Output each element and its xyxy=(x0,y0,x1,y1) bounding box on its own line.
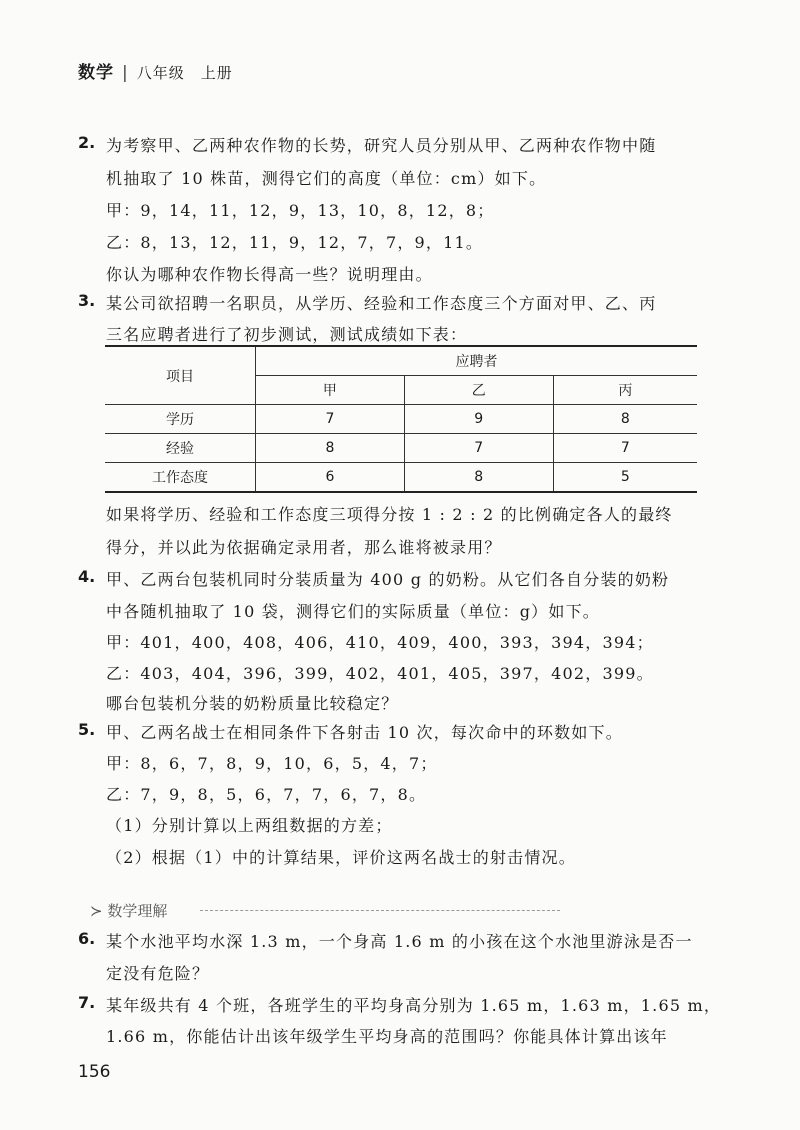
table-cell: 7 xyxy=(404,434,553,463)
row-label: 学历 xyxy=(105,405,256,434)
table-cell: 8 xyxy=(256,434,405,463)
problem-text-line: 某公司欲招聘一名职员，从学历、经验和工作态度三个方面对甲、乙、丙 xyxy=(106,294,657,313)
table-cell: 9 xyxy=(404,405,553,434)
problem-text-line: 甲、乙两名战士在相同条件下各射击 10 次，每次命中的环数如下。 xyxy=(106,723,623,742)
grade-label: 八年级 上册 xyxy=(136,64,233,82)
problem-text-line: 1.66 m，你能估计出该年级学生平均身高的范围吗？你能具体计算出该年 xyxy=(106,1027,668,1046)
table-cell: 7 xyxy=(256,405,405,434)
column-header: 甲 xyxy=(256,376,405,405)
chevron-right-icon: ≻ xyxy=(90,902,103,920)
data-line-yi: 乙：8，13，12，11，9，12，7，7，9，11。 xyxy=(106,233,484,252)
sub-question: （2）根据（1）中的计算结果，评价这两名战士的射击情况。 xyxy=(106,848,576,867)
data-line-jia: 甲：9，14，11，12，9，13，10，8，12，8； xyxy=(106,201,495,220)
problem-text-line: 中各随机抽取了 10 袋，测得它们的实际质量（单位：g）如下。 xyxy=(106,602,600,621)
score-table xyxy=(105,345,697,493)
problem-number: 7. xyxy=(78,993,96,1012)
header-separator: | xyxy=(122,63,129,83)
problem-number: 2. xyxy=(78,133,96,152)
table-cell: 7 xyxy=(553,434,697,463)
page-header xyxy=(78,58,233,83)
sub-question: （1）分别计算以上两组数据的方差； xyxy=(106,816,393,835)
data-line-jia: 甲：8，6，7，8，9，10，6，5，4，7； xyxy=(106,754,438,773)
section-header xyxy=(90,900,630,921)
table-row xyxy=(105,405,697,434)
problem-question: 哪台包装机分装的奶粉质量比较稳定？ xyxy=(106,694,399,713)
problem-text-line: 三名应聘者进行了初步测试，测试成绩如下表： xyxy=(106,325,468,344)
problem-number: 5. xyxy=(78,720,96,739)
problem-question: 你认为哪种农作物长得高一些？说明理由。 xyxy=(106,265,433,284)
subject-label: 数学 xyxy=(78,63,114,83)
problem-text-line: 机抽取了 10 株苗，测得它们的高度（单位：cm）如下。 xyxy=(106,169,547,188)
table-cell: 8 xyxy=(553,405,697,434)
table-header-row xyxy=(105,346,697,376)
problem-number: 4. xyxy=(78,567,96,586)
table-cell: 8 xyxy=(404,463,553,493)
section-divider xyxy=(200,910,560,911)
problem-question: 定没有危险？ xyxy=(106,964,210,983)
data-line-yi: 乙：7，9，8，5，6，7，7，6，7，8。 xyxy=(106,785,427,804)
problem-text-line: 某个水池平均水深 1.3 m，一个身高 1.6 m 的小孩在这个水池里游泳是否一 xyxy=(106,932,693,951)
problem-text-line: 甲、乙两台包装机同时分装质量为 400 g 的奶粉。从它们各自分装的奶粉 xyxy=(106,570,670,589)
table-cell: 6 xyxy=(256,463,405,493)
problem-text-line: 如果将学历、经验和工作态度三项得分按 1 : 2 : 2 的比例确定各人的最终 xyxy=(106,505,673,524)
applicant-header: 应聘者 xyxy=(256,346,698,376)
problem-number: 3. xyxy=(78,291,96,310)
table-row xyxy=(105,434,697,463)
problem-number: 6. xyxy=(78,929,96,948)
data-line-yi: 乙：403，404，396，399，402，401，405，397，402，399。 xyxy=(106,664,654,683)
column-header: 乙 xyxy=(404,376,553,405)
section-title: 数学理解 xyxy=(107,902,168,920)
row-label: 工作态度 xyxy=(105,463,256,493)
item-header: 项目 xyxy=(105,346,256,405)
problem-question: 得分，并以此为依据确定录用者，那么谁将被录用？ xyxy=(106,538,502,557)
row-label: 经验 xyxy=(105,434,256,463)
problem-text-line: 为考察甲、乙两种农作物的长势，研究人员分别从甲、乙两种农作物中随 xyxy=(106,136,657,155)
column-header: 丙 xyxy=(553,376,697,405)
table-cell: 5 xyxy=(553,463,697,493)
page-number: 156 xyxy=(78,1062,111,1082)
problem-text-line: 某年级共有 4 个班，各班学生的平均身高分别为 1.65 m，1.63 m，1.65 m， xyxy=(106,996,722,1015)
data-line-jia: 甲：401，400，408，406，410，409，400，393，394，394； xyxy=(106,633,654,652)
table-row xyxy=(105,463,697,493)
